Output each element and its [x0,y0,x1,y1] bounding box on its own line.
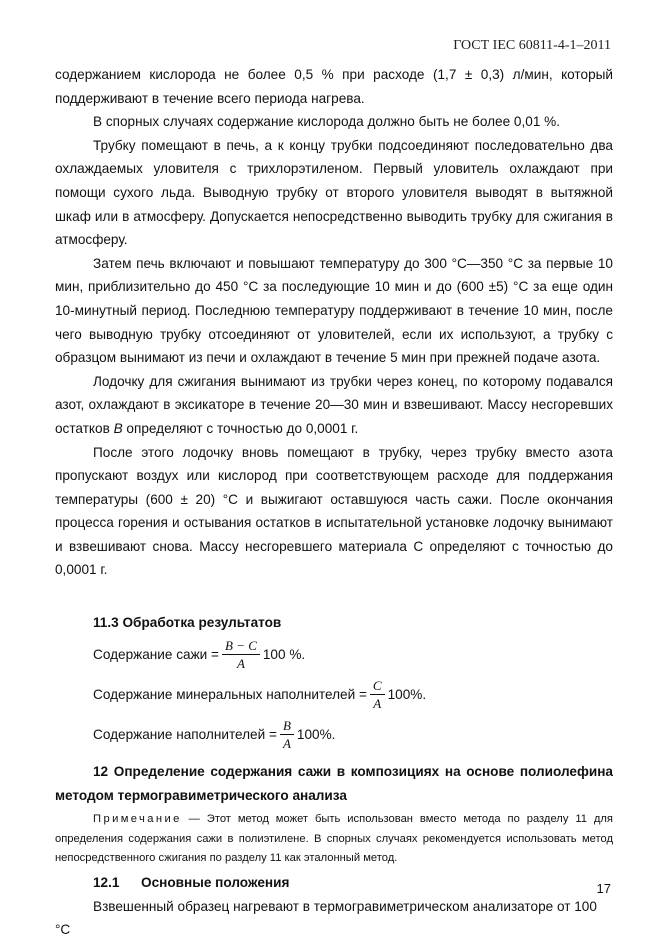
formula-3-label: Содержание наполнителей = [93,726,277,742]
variable-b: B [113,420,123,436]
paragraph-2: В спорных случаях содержание кислорода должно быть не более 0,01 %. [93,114,561,130]
formula-3-numerator: B [282,717,291,733]
formula-3-denominator: A [282,735,291,751]
note-label: Примечание [93,813,182,826]
formula-2-fraction [370,678,385,711]
formula-mineral-fillers [55,674,613,714]
paragraph-5-text-a: Лодочку для сжигания вынимают из трубки через конец, по которому подавался азот, охлаждают в эксикаторе в течение 20—30 мин и взвешивают. Массу несгоревших остатков [55,373,613,436]
formula-fillers [55,714,613,754]
page-content [55,63,613,942]
subsection-title: Основные положения [141,874,290,890]
note [55,810,613,869]
paragraph-1: содержанием кислорода не более 0,5 % при расходе (1,7 ± 0,3) л/мин, который поддерживают в течение всего периода нагрева. [55,67,613,106]
formula-1-label: Содержание сажи = [93,646,219,662]
paragraph-3: Трубку помещают в печь, а к концу трубки подсоединяют последовательно два охлаждаемых уловителя с трихлорэтиленом. Первый уловитель охлаждают при помощи сухого льда. Выводную трубку от второго уловителя выводят в вытяжной шкаф или в атмосферу. Допускается непосредственно выводить трубку для сжигания в атмосферу. [55,137,613,248]
paragraph-last: Взвешенный образец нагревают в термогравиметрическом анализаторе от 100 °С [55,898,597,938]
formula-2-suffix: 100%. [387,686,427,702]
formula-carbon-black [55,634,613,674]
formula-1-fraction [222,638,260,671]
page-number: 17 [596,881,611,896]
paragraph-5-text-b: определяют с точностью до 0,0001 г. [122,420,359,436]
note-text: — Этот метод может быть использован вместо метода по разделу 11 для определения содержания сажи в полиэтилене. В спорных случаях рекомендуется использовать метод непосредственного сжигания по разделу 11 как эталонный метод. [55,813,613,865]
section-11-3-title: 11.3 Обработка результатов [93,615,282,631]
paragraph-4: Затем печь включают и повышают температуру до 300 °С—350 °С за первые 10 мин, приблизительно до 450 °С за последующие 10 мин и до (600 ±5) °С за еще один 10-минутный период. Последнюю температуру поддерживают в течение 10 мин, после чего выводную трубку отсоединяют от уловителей, если их используют, а трубку с образцом вынимают из печи и охлаждают в течение 5 мин при прежней подаче азота. [55,255,613,366]
formula-1-denominator: A [236,655,245,671]
formula-2-denominator: A [373,695,382,711]
formula-1-numerator: B − C [224,637,257,653]
formula-2-numerator: C [372,677,382,693]
subsection-number: 12.1 [93,874,120,890]
subsection-12-1 [55,871,613,895]
paragraph-6: После этого лодочку вновь помещают в трубку, через трубку вместо азота пропускают воздух или кислород при соответствующем расходе для поддержания температуры (600 ± 20) °С и выжигают оставшуюся часть сажи. После окончания процесса горения и остывания остатков в испытательной установке лодочку вынимают и взвешивают снова. Массу несгоревшего материала С определяют с точностью до 0,0001 г. [55,444,613,578]
formula-3-suffix: 100%. [296,726,336,742]
formula-3-fraction [280,718,294,751]
formula-2-label: Содержание минеральных наполнителей = [93,686,367,702]
paragraph-5 [55,370,613,441]
section-12-title: 12 Определение содержания сажи в композициях на основе полиолефина методом термогравиметрического анализа [55,764,613,804]
formula-1-suffix: 100 %. [262,646,306,662]
document-header: ГОСТ IEC 60811-4-1–2011 [453,38,611,53]
